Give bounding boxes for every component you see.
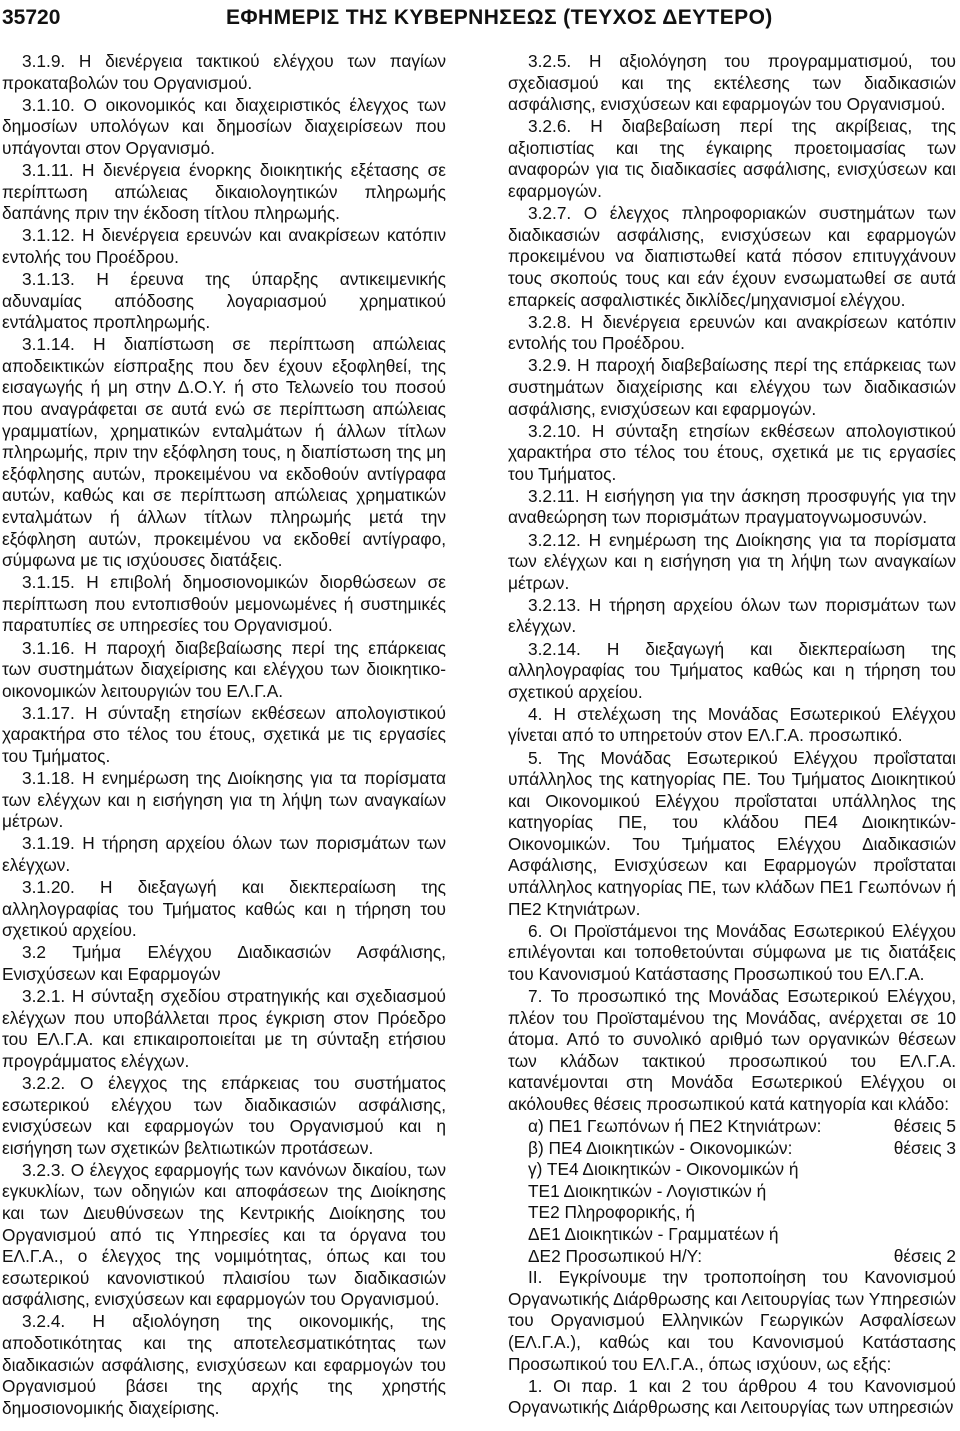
page-header bbox=[0, 0, 960, 40]
allocation-label: α) ΠΕ1 Γεωπόνων ή ΠΕ2 Κτηνιάτρων: bbox=[528, 1116, 822, 1137]
paragraph: 3.1.12. Η διενέργεια ερευνών και ανακρίσεων κατόπιν εντολής του Προέδρου. bbox=[2, 225, 446, 267]
paragraph: 3.2.3. Ο έλεγχος εφαρμογής των κανόνων δικαίου, των εγκυκλίων, των οδηγιών και αποφάσεων της Διοίκησης και των Διευθύνσεων της Κεντρικής Διοίκησης του Οργανισμού από τις Υπηρεσίες και τα όργανα του ΕΛ.Γ.Α., ο έλεγχος της νομιμότητας, όπως και του εσωτερικού κανονιστικού πλαισίου των διαδικασιών ασφάλισης, ενισχύσεων και εφαρμογών του Οργανισμού. bbox=[2, 1159, 446, 1310]
paragraph: 3.2.13. Η τήρηση αρχείου όλων των πορισμάτων των ελέγχων. bbox=[508, 594, 956, 637]
paragraph: 5. Της Μονάδας Εσωτερικού Ελέγχου προΐσταται υπάλληλος της κατηγορίας ΠΕ. Του Τμήματος Διοικητικού και Οικονομικού Ελέγχου προΐσταται υπάλληλος της κατηγορίας ΠΕ, του κλάδου ΠΕ4 Διοικητικών-Οικονομικών. Του Τμήματος Ελέγχου Διαδικασιών Ασφάλισης, Ενισχύσεων και Εφαρμογών προΐσταται υπάλληλος κατηγορίας ΠΕ, των κλάδων ΠΕ1 Γεωπόνων ή ΠΕ2 Κτηνιάτρων. bbox=[508, 747, 956, 919]
allocation-line: ΔΕ1 Διοικητικών - Γραμματέων ή bbox=[528, 1224, 779, 1245]
paragraph: 3.2.6. Η διαβεβαίωση περί της ακρίβειας, της αξιοπιστίας και της έγκαιρης προετοιμασίας των αναφορών για τις διαδικασίες ασφάλισης, ενισχύσεων και εφαρμογών. bbox=[508, 116, 956, 202]
paragraph: 1. Οι παρ. 1 και 2 του άρθρου 4 του Κανονισμού Οργανωτικής Διάρθρωσης και Λειτουργίας των υπηρεσιών bbox=[508, 1375, 956, 1418]
position-allocation-list bbox=[508, 1116, 956, 1267]
paragraph: 3.1.16. Η παροχή διαβεβαίωσης περί της επάρκειας των συστημάτων διαχείρισης και ελέγχου των διοικητικο-οικονομικών λειτουργιών του ΕΛ.Γ.Α. bbox=[2, 637, 446, 701]
paragraph: 3.1.11. Η διενέργεια ένορκης διοικητικής εξέτασης σε περίπτωση απώλειας δικαιολογητικών πληρωμής δαπάνης πριν την έκδοση τίτλου πληρωμής. bbox=[2, 159, 446, 224]
paragraph: 3.1.13. Η έρευνα της ύπαρξης αντικειμενικής αδυναμίας απόδοσης λογαριασμού χρηματικού εντάλματος προπληρωμής. bbox=[2, 268, 446, 333]
paragraph: 3.1.19. Η τήρηση αρχείου όλων των πορισμάτων των ελέγχων. bbox=[2, 833, 446, 875]
allocation-count: θέσεις 2 bbox=[893, 1245, 956, 1266]
allocation-row bbox=[508, 1116, 956, 1138]
journal-title: ΕΦΗΜΕΡΙΣ ΤΗΣ ΚΥΒΕΡΝΗΣΕΩΣ (ΤΕΥΧΟΣ ΔΕΥΤΕΡΟ) bbox=[226, 6, 773, 29]
allocation-label: β) ΠΕ4 Διοικητικών - Οικονομικών: bbox=[528, 1137, 793, 1158]
paragraph: 3.2.9. Η παροχή διαβεβαίωσης περί της επάρκειας των συστημάτων διαχείρισης και ελέγχου των διαδικασιών ασφάλισης, ενισχύσεων και εφαρμογών. bbox=[508, 355, 956, 419]
paragraph: 3.2.12. Η ενημέρωση της Διοίκησης για τα πορίσματα των ελέγχων και η εισήγηση για τη λήψη των αναγκαίων μέτρων. bbox=[508, 529, 956, 593]
allocation-label: ΔΕ2 Προσωπικού Η/Υ: bbox=[528, 1245, 703, 1266]
paragraph: 4. Η στελέχωση της Μονάδας Εσωτερικού Ελέγχου γίνεται από το υπηρετούν στον ΕΛ.Γ.Α. προσωπικό. bbox=[508, 703, 956, 746]
paragraph: 3.2.7. Ο έλεγχος πληροφοριακών συστημάτων των διαδικασιών ασφάλισης, ενισχύσεων και εφαρμογών προκειμένου να διαπιστωθεί κατά πόσον επιτυγχάνουν τους σκοπούς τους και εάν έχουν ενσωματωθεί σε αυτά επαρκείς ασφαλιστικές δικλίδες/μηχανισμοί ελέγχου. bbox=[508, 203, 956, 310]
paragraph: 3.2.5. Η αξιολόγηση του προγραμματισμού, του σχεδιασμού και της εκτέλεσης των διαδικασιών ασφάλισης, ενισχύσεων και εφαρμογών του Οργανισμού. bbox=[508, 51, 956, 115]
allocation-line: γ) ΤΕ4 Διοικητικών - Οικονομικών ή bbox=[528, 1159, 799, 1180]
allocation-row bbox=[508, 1138, 956, 1160]
paragraph: 3.2.11. Η εισήγηση για την άσκηση προσφυγής για την αναθεώρηση των πορισμάτων πραγματογνωμοσυνών. bbox=[508, 485, 956, 528]
paragraph: 3.2.8. Η διενέργεια ερευνών και ανακρίσεων κατόπιν εντολής του Προέδρου. bbox=[508, 311, 956, 354]
page-number: 35720 bbox=[2, 6, 61, 29]
paragraph: 3.1.9. Η διενέργεια τακτικού ελέγχου των παγίων προκαταβολών του Οργανισμού. bbox=[2, 51, 446, 93]
right-column bbox=[508, 51, 956, 1419]
paragraph: 3.1.14. Η διαπίστωση σε περίπτωση απώλειας αποδεικτικών είσπραξης που δεν έχουν εξοφληθεί, της εισαγωγής ή μη στην Δ.Ο.Υ. ή στο Τελωνείο του ποσού που αναγράφεται σε αυτά ενώ σε περίπτωση απώλειας γραμματίων, χρηματικών ενταλμάτων ή άλλων τίτλων πληρωμής, πριν την εξόφληση τους, η διαπίστωση της μη εξόφλησης αυτών, προκειμένου να εκδοθούν αντίγραφα αυτών, καθώς και σε περίπτωση απώλειας χρηματικών ενταλμάτων ή άλλων τίτλων πληρωμής μετά την εξόφληση αυτών, προκειμένου να εκδοθεί αντίγραφο, σύμφωνα με τις ισχύουσες διατάξεις. bbox=[2, 334, 446, 571]
allocation-row bbox=[508, 1246, 956, 1268]
paragraph: 7. Το προσωπικό της Μονάδας Εσωτερικού Ελέγχου, πλέον του Προϊσταμένου της Μονάδας, ανέρχεται σε 10 άτομα. Από το συνολικό αριθμό των οργανικών θέσεων των κλάδων τακτικού προσωπικού του ΕΛ.Γ.Α. κατανέμονται στη Μονάδα Εσωτερικού Ελέγχου οι ακόλουθες θέσεις προσωπικού κατά κατηγορία και κλάδο: bbox=[508, 986, 956, 1114]
paragraph: 3.1.20. Η διεξαγωγή και διεκπεραίωση της αλληλογραφίας του Τμήματος καθώς και η τήρηση του σχετικού αρχείου. bbox=[2, 877, 446, 941]
paragraph: 3.1.17. Η σύνταξη ετησίων εκθέσεων απολογιστικού χαρακτήρα στο τέλος του έτους, σχετικά με τις εργασίες του Τμήματος. bbox=[2, 702, 446, 766]
paragraph: 3.1.10. Ο οικονομικός και διαχειριστικός έλεγχος των δημοσίων υπολόγων και δημοσίων διαχειρίσεων που υπάγονται στον Οργανισμό. bbox=[2, 94, 446, 158]
paragraph: 3.2.10. Η σύνταξη ετησίων εκθέσεων απολογιστικού χαρακτήρα στο τέλος του έτους, σχετικά με τις εργασίες του Τμήματος. bbox=[508, 420, 956, 484]
paragraph: 3.1.18. Η ενημέρωση της Διοίκησης για τα πορίσματα των ελέγχων και η εισήγηση για τη λήψη των αναγκαίων μέτρων. bbox=[2, 768, 446, 832]
paragraph: 3.1.15. Η επιβολή δημοσιονομικών διορθώσεων σε περίπτωση που εντοπισθούν μεμονωμένες ή συστημικές παρατυπίες σε υπηρεσίες του Οργανισμού. bbox=[2, 572, 446, 636]
allocation-count: θέσεις 5 bbox=[893, 1116, 956, 1137]
allocation-line: ΤΕ1 Διοικητικών - Λογιστικών ή bbox=[528, 1180, 767, 1201]
allocation-count: θέσεις 3 bbox=[893, 1137, 956, 1158]
paragraph: ΙΙ. Εγκρίνουμε την τροποποίηση του Κανονισμού Οργανωτικής Διάρθρωσης και Λειτουργίας των Υπηρεσιών του Οργανισμού Ελληνικών Γεωργικών Ασφαλίσεων (ΕΛ.Γ.Α.), καθώς και του Κανονισμού Κατάστασης Προσωπικού του ΕΛ.Γ.Α., όπως ισχύουν, ως εξής: bbox=[508, 1267, 956, 1374]
paragraph: 6. Οι Προϊστάμενοι της Μονάδας Εσωτερικού Ελέγχου επιλέγονται και τοποθετούνται σύμφωνα με τις διατάξεις του Κανονισμού Κατάστασης Προσωπικού του ΕΛ.Γ.Α. bbox=[508, 920, 956, 984]
paragraph: 3.2.4. Η αξιολόγηση της οικονομικής, της αποδοτικότητας και της αποτελεσματικότητας των διαδικασιών ασφάλισης, ενισχύσεων και εφαρμογών του Οργανισμού βάσει της αρχής της χρηστής δημοσιονομικής διαχείρισης. bbox=[2, 1311, 446, 1418]
allocation-line: ΤΕ2 Πληροφορικής, ή bbox=[528, 1202, 695, 1223]
paragraph: 3.2.1. Η σύνταξη σχεδίου στρατηγικής και σχεδιασμού ελέγχων που υποβάλλεται προς έγκριση στον Πρόεδρο του ΕΛ.Γ.Α. και επικαιροποιείται με τη σύνταξη ετήσιου προγράμματος ελέγχων. bbox=[2, 986, 446, 1071]
paragraph: 3.2.2. Ο έλεγχος της επάρκειας του συστήματος εσωτερικού ελέγχου των διαδικασιών ασφάλισης, ενισχύσεων και εφαρμογών του Οργανισμού και η εισήγηση των σχετικών βελτιωτικών προτάσεων. bbox=[2, 1072, 446, 1158]
left-column bbox=[2, 51, 446, 1420]
paragraph: 3.2.14. Η διεξαγωγή και διεκπεραίωση της αλληλογραφίας του Τμήματος καθώς και η τήρηση του σχετικού αρχείου. bbox=[508, 638, 956, 702]
section-heading: 3.2 Τμήμα Ελέγχου Διαδικασιών Ασφάλισης, Ενισχύσεων και Εφαρμογών bbox=[2, 942, 446, 984]
